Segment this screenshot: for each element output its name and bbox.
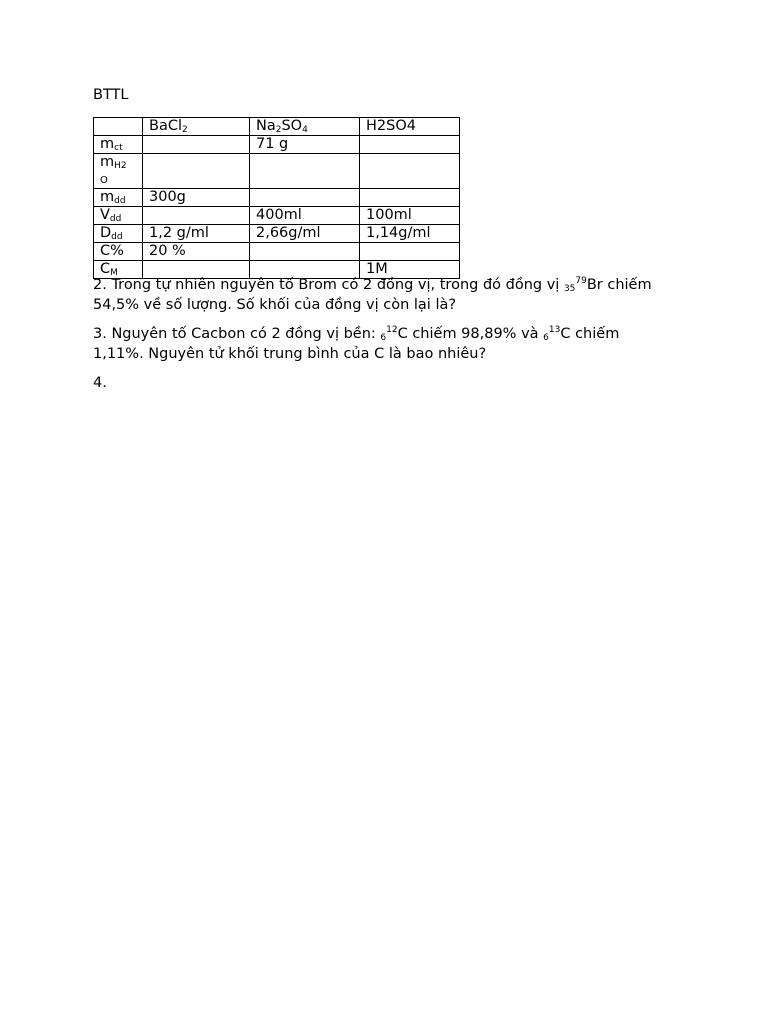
cell-h2so4 [360, 243, 460, 261]
cell-h2so4 [360, 136, 460, 154]
table-row [94, 154, 460, 189]
cell-na2so4 [250, 243, 360, 261]
table-row [94, 225, 460, 243]
cell-bacl2 [143, 136, 250, 154]
data-table [93, 117, 460, 279]
table-header-row [94, 118, 460, 136]
row-label-ddd: $D_{dd}$ [94, 225, 143, 243]
row-label-vdd: $V_{dd}$ [94, 207, 143, 225]
cell-bacl2 [143, 207, 250, 225]
cell-h2so4: 1M [360, 261, 460, 279]
header-bacl2: BaCl$_2$ [143, 118, 250, 136]
cell-h2so4: 100ml [360, 207, 460, 225]
question-4: 4. [93, 375, 107, 391]
cell-bacl2: 20 % [143, 243, 250, 261]
question-3: 3. Nguyên tố Cacbon có 2 đồng vị bền: $_6^{12}$C chiếm 98,89% và $_6^{13}$C chiếm 1,11%. Nguyên tử khối trung bình của C là bao nhiêu? [93, 325, 620, 362]
cell-bacl2: 1,2 g/ml [143, 225, 250, 243]
table-row [94, 207, 460, 225]
cell-bacl2: 300g [143, 189, 250, 207]
row-label-cm: $C_M$ [94, 261, 143, 279]
cell-na2so4: 400ml [250, 207, 360, 225]
row-label-mdd: $m_{dd}$ [94, 189, 143, 207]
table-row [94, 189, 460, 207]
document-title: BTTL [93, 87, 129, 103]
cell-bacl2 [143, 154, 250, 189]
cell-na2so4 [250, 189, 360, 207]
question-2: 2. Trong tự nhiên nguyên tố Brom có 2 đồng vị, trong đó đồng vị $_{35}^{79}$Br chiếm 54,5% về số lượng. Số khối của đồng vị còn lại là? [93, 276, 652, 313]
row-label-mct: $m_{ct}$ [94, 136, 143, 154]
cell-h2so4: 1,14g/ml [360, 225, 460, 243]
cell-na2so4: 71 g [250, 136, 360, 154]
table-row [94, 136, 460, 154]
cell-h2so4 [360, 154, 460, 189]
row-label-mh2o: $m_{H2}$ O [94, 154, 143, 189]
table-row [94, 243, 460, 261]
header-h2so4: H2SO4 [360, 118, 460, 136]
cell-na2so4 [250, 154, 360, 189]
cell-na2so4: 2,66g/ml [250, 225, 360, 243]
header-empty-cell [94, 118, 143, 136]
header-na2so4: $Na_2SO_4$ [250, 118, 360, 136]
cell-h2so4 [360, 189, 460, 207]
row-label-c-percent: C% [94, 243, 143, 261]
